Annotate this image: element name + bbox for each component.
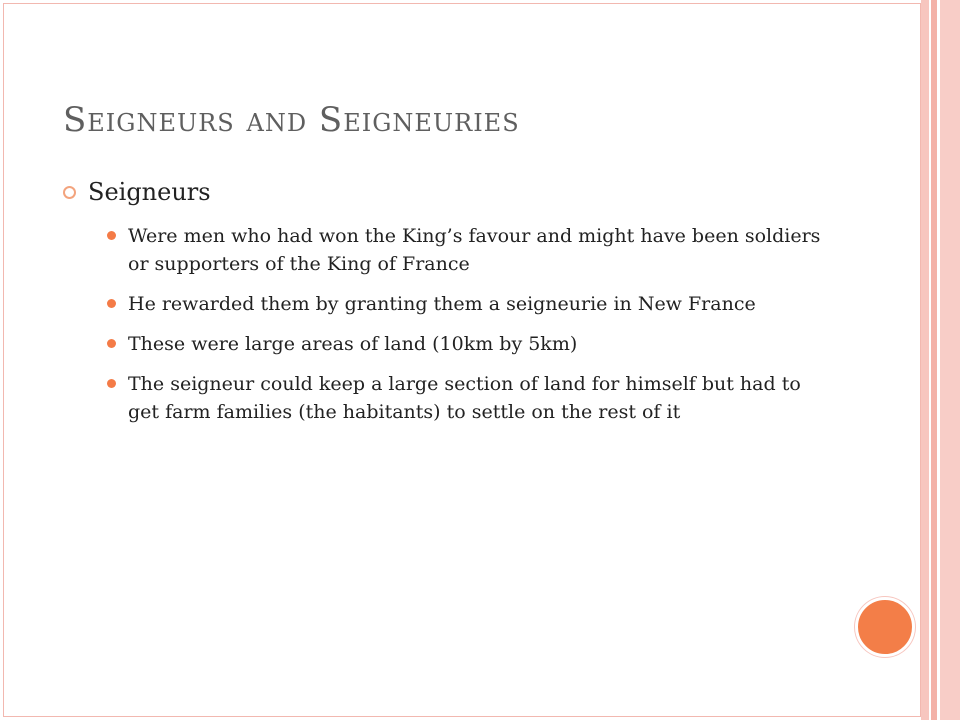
decorative-stripes xyxy=(921,0,960,720)
sub-bullet-text: These were large areas of land (10km by 5km) xyxy=(128,333,578,355)
sub-bullet-text: The seigneur could keep a large section of land for himself but had to get farm families (the habitants) to settle on the rest of it xyxy=(128,373,801,423)
stripe xyxy=(940,0,960,720)
slide-title: Seigneurs and Seigneuries xyxy=(63,100,520,140)
stripe xyxy=(921,0,929,720)
main-bullet-text: Seigneurs xyxy=(88,178,211,206)
sub-bullet-list xyxy=(63,222,823,426)
sub-bullet-item xyxy=(63,370,823,426)
sub-bullet-item xyxy=(63,330,823,358)
sub-bullet-text: He rewarded them by granting them a seigneurie in New France xyxy=(128,293,756,315)
dot-bullet-icon xyxy=(107,231,116,240)
decorative-circle-icon xyxy=(855,597,915,657)
bullet-list xyxy=(63,178,823,438)
sub-bullet-text: Were men who had won the King’s favour and might have been soldiers or supporters of the King of France xyxy=(128,225,821,275)
dot-bullet-icon xyxy=(107,339,116,348)
main-bullet xyxy=(63,178,823,206)
sub-bullet-item xyxy=(63,290,823,318)
dot-bullet-icon xyxy=(107,299,116,308)
dot-bullet-icon xyxy=(107,379,116,388)
ring-bullet-icon xyxy=(63,186,76,199)
sub-bullet-item xyxy=(63,222,823,278)
